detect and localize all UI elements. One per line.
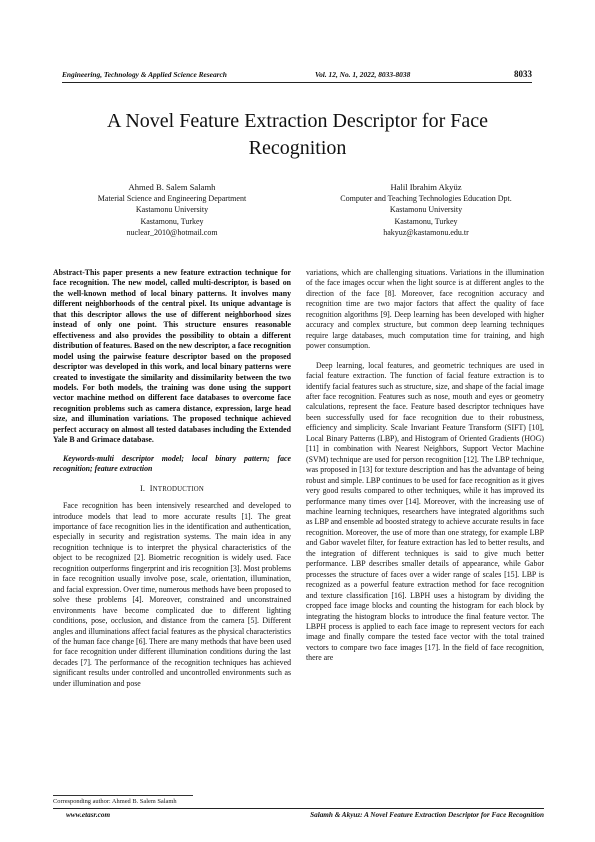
- author-university: Kastamonu University: [389, 205, 463, 215]
- body-paragraph: Deep learning, local features, and geometric techniques are used in facial feature extraction. The function of facial feature extraction is to identify facial features such as structure, size, and shape of the facial image after face recognition. Features such as nose, mouth and eyes or geometry calculations, represent the face. Feature based descriptor techniques have been successfully used for face recognition due to their robustness, efficiency and simplicity. Scale Invariant Feature Transform (SIFT) [10], Local Binary Patterns (LBP), and Histogram of Oriented Gradients (HOG) [11] in combination with Nearest Neighbors, Support Vector Machine (SVM) technique are used for person recognition [12]. The LBP technique, was proposed in [13] for texture description and has the advantage of being robust and simple. LBP continues to be used for face recognition as it gives very good results compared to other techniques, while it has improved its performance many times over [14]. Moreover, with the increasing use of machine learning techniques, researchers have integrated algorithms such as LBP and ensemble ad boosted strategy to achieve accurate results in face recognition. Moreover, the use of more than one strategy, for example LBP and Gabor wavelet filter, for feature extraction has led to better results, and the integration of different techniques is said to give much better performance. LBP describes smaller details of appearance, while Gabor processes the structure of faces over a wider range of scales [15]. LBP is recognized as a powerful feature extraction method for face recognition and texture classification [16]. LBPH uses a histogram by dividing the cropped face image blocks and counting the histogram for each block by integrating the histogram blocks to introduce the final feature vector. The LBPH process is applied to each face image to represent vectors for each image and finally compare the tested face vector with the total trained vectors to compare two face images [17]. In the field of face recognition, there are: [306, 360, 544, 663]
- author-email[interactable]: nuclear_2010@hotmail.com: [126, 227, 218, 237]
- author-name: Halil Ibrahim Akyüz: [390, 182, 462, 192]
- section-title-rest: NTRODUCTION: [152, 485, 205, 493]
- footer-paper-reference: Salamh & Akyuz: A Novel Feature Extraction Descriptor for Face Recognition: [310, 811, 544, 819]
- volume-info: Vol. 12, No. 1, 2022, 8033-8038: [315, 70, 411, 79]
- body-paragraph: Face recognition has been intensively researched and developed to introduce models that lead to more accurate results [1]. The great importance of face recognition lies in the identification and authentication, especially in security and registration systems. The main idea in any recognition technique is to interpret the physical characteristics of the object to be recognized [2]. Biometric recognition is widely used. Face recognition outperforms fingerprint and iris recognition [3]. Most problems in face recognition usually involve pose, scale, orientation, illumination, and facial expression. Over time, numerous methods have been proposed to solve these problems [4]. Moreover, constrained and unconstrained environments have become complicated due to different lighting conditions, pose, occlusion, and distance from the camera [5]. Different angles and illuminations affect facial features as the physical characteristics of the human face change [6]. There are many methods that have been used for face recognition under different illumination conditions during the last decades [7]. The performance of the recognition techniques has achieved significant results under controlled and uncontrolled environments such as under illumination and pose: [53, 501, 291, 688]
- author-university: Kastamonu University: [135, 205, 209, 215]
- author-department: Material Science and Engineering Department: [97, 194, 247, 204]
- footnote-rule: [53, 795, 193, 796]
- journal-website[interactable]: www.etasr.com: [66, 811, 111, 819]
- left-column: [53, 268, 291, 689]
- paper-title: A Novel Feature Extraction Descriptor for Face Recognition: [107, 110, 488, 160]
- author-location: Kastamonu, Turkey: [394, 216, 458, 226]
- journal-name: Engineering, Technology & Applied Science Research: [62, 70, 227, 79]
- corresponding-author-footnote: Corresponding author: Ahmed B. Salem Salamh: [53, 798, 177, 805]
- author-department: Computer and Teaching Technologies Education Dpt.: [340, 194, 512, 204]
- author-email[interactable]: hakyuz@kastamonu.edu.tr: [383, 227, 469, 237]
- keywords: Keywords-multi descriptor model; local binary pattern; face recognition; feature extraction: [53, 453, 291, 474]
- section-number: I.: [139, 483, 146, 493]
- section-heading: [53, 484, 291, 495]
- footer-rule: [53, 808, 544, 809]
- author-block-2: [290, 182, 562, 238]
- author-block-1: [52, 182, 292, 238]
- section-initial: I: [149, 483, 153, 493]
- right-column: [306, 268, 544, 664]
- header-rule: [62, 82, 532, 83]
- page-number: 8033: [514, 69, 532, 79]
- author-name: Ahmed B. Salem Salamh: [128, 182, 216, 192]
- abstract: Abstract-This paper presents a new feature extraction technique for face recognition. The new model, called multi-descriptor, is based on the well-known method of local binary patterns. It involves many different neighborhoods of the central pixel. Its unique advantage is that this descriptor allows the use of different neighborhood sizes instead of only one point. This structure ensures reasonable effectiveness and also provides the possibility to obtain a different distribution of features. Based on the new descriptor, a face recognition model using the pairwise feature descriptor based on the proposed descriptor was developed in this work, and local binary patterns were created to investigate the similarity and dissimilarity between the two models. For both models, the training was done using the support vector machine method on different face databases to overcome face recognition problems such as camera distance, expression, large head size, and illumination variations. The proposed technique achieved perfect accuracy on almost all tested databases including the Extended Yale B and Grimace database.: [53, 268, 291, 445]
- body-paragraph: variations, which are challenging situations. Variations in the illumination of the face images occur when the light source is at different angles to the direction of the face [8]. Moreover, face recognition accuracy and recognition time are two major factors that affect the quality of face recognition algorithms [9]. Deep learning has been developed with higher accuracy and complex structure, but common deep learning techniques require large databases, much computation time for training, and high power consumption.: [306, 268, 544, 351]
- author-location: Kastamonu, Turkey: [140, 216, 204, 226]
